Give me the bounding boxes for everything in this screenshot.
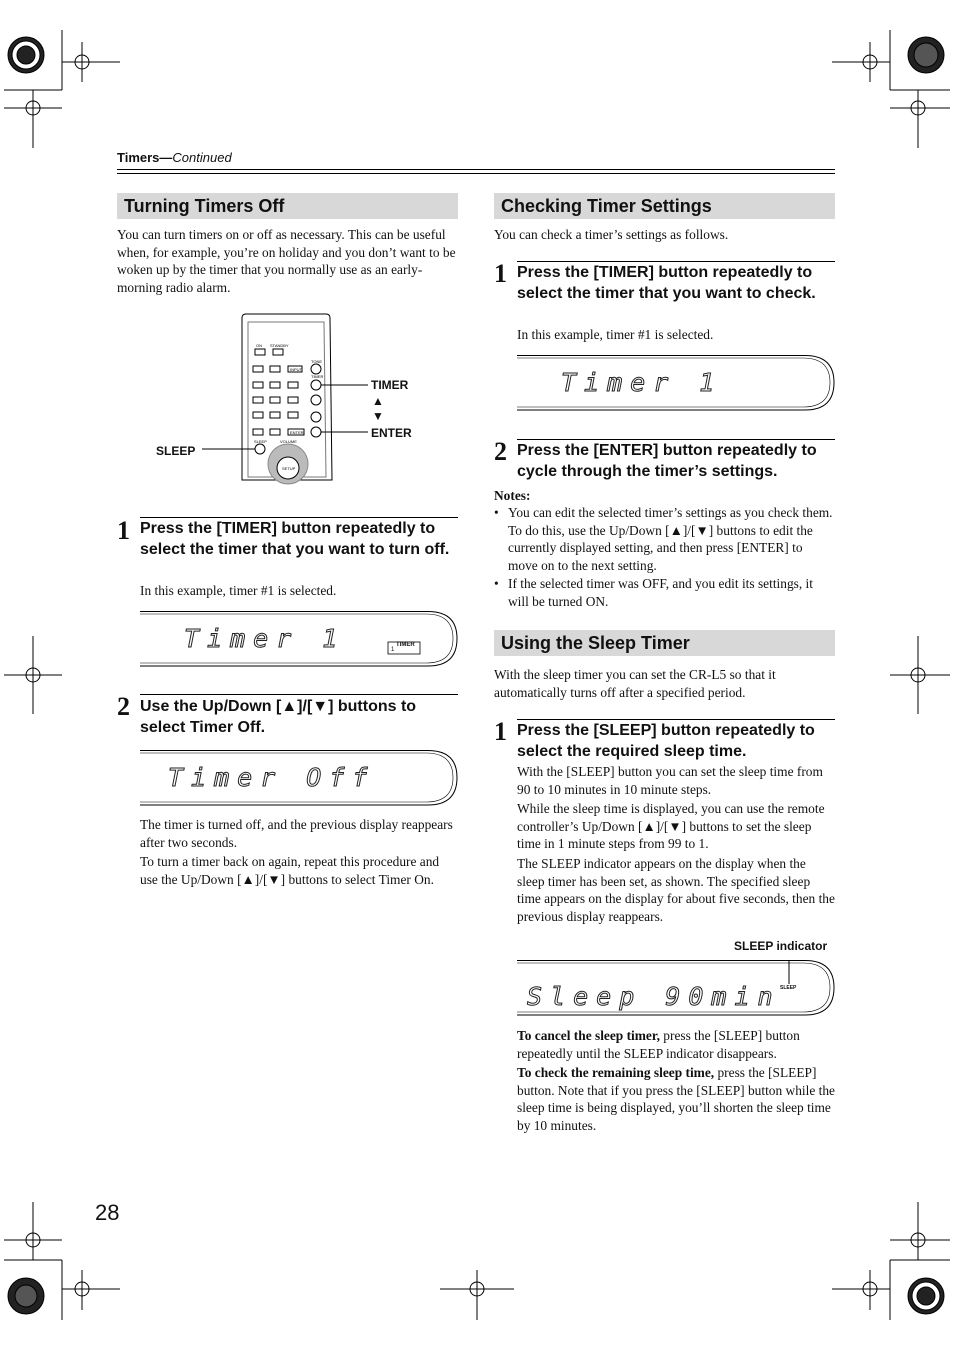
label-enter: ENTER — [371, 426, 412, 440]
lcd-display-timer-off — [140, 750, 458, 804]
after-paragraph-2: To turn a timer back on again, repeat this procedure and use the Up/Down [▲]/[▼] buttons to select Timer On. — [140, 854, 440, 887]
step1-note: In this example, timer #1 is selected. — [140, 583, 337, 598]
notes-title: Notes: — [494, 488, 531, 503]
sleep-indicator: SLEEP — [780, 985, 797, 991]
label-sleep: SLEEP — [156, 444, 196, 458]
check-bold: To check the remaining sleep time, — [517, 1065, 715, 1080]
running-head — [117, 150, 232, 165]
header-rule — [117, 169, 835, 170]
label-up: ▲ — [372, 394, 384, 408]
timer-indicator: TIMER — [396, 642, 415, 648]
remote-small-sleep: SLEEP — [254, 439, 267, 444]
lcd-text-timer-off: Timer Off — [168, 763, 376, 792]
running-head-section: Timers— — [117, 150, 173, 165]
lcd-text-sleep: Sleep 90min — [527, 982, 781, 1011]
remote-control-drawing — [150, 312, 450, 492]
remote-small-volume: VOLUME — [280, 439, 297, 444]
section-heading-checking-timer-settings: Checking Timer Settings — [494, 193, 835, 219]
label-timer: TIMER — [371, 378, 409, 392]
page-number: 28 — [95, 1200, 120, 1225]
sleep-paragraph-2: While the sleep time is displayed, you can use the remote controller’s Up/Down [▲]/[▼] buttons to set the sleep time in 1 minute steps from 99 to 1. — [517, 801, 825, 852]
remote-small-tone: TONE — [311, 359, 323, 364]
step1-rule — [140, 517, 458, 518]
check-step2-instruction: Press the [ENTER] button repeatedly to cycle through the timer’s settings. — [517, 442, 817, 480]
check-paragraph — [517, 1064, 835, 1134]
notes-list — [494, 504, 835, 612]
intro-paragraph: You can turn timers on or off as necessary. This can be useful when, for example, you’re on holiday and you don’t want to be woken up by the timer that you normally use as an early-morning radio alarm. — [117, 227, 456, 295]
cancel-paragraph — [517, 1027, 835, 1062]
sleep-paragraph-1: With the [SLEEP] button you can set the sleep time from 90 to 10 minutes in 10 minute steps. — [517, 764, 823, 797]
checking-intro: You can check a timer’s settings as follows. — [494, 227, 729, 242]
check-step1-note: In this example, timer #1 is selected. — [517, 327, 714, 342]
remote-small-enter: ENTER — [290, 430, 304, 435]
remote-small-setup: SETUP — [282, 466, 296, 471]
step2-number: 2 — [117, 692, 130, 721]
cancel-text: press the [SLEEP] button repeatedly until the SLEEP indicator disappears. — [517, 1028, 800, 1061]
check-step1-rule — [517, 261, 835, 262]
step1-instruction: Press the [TIMER] button repeatedly to select the timer that you want to turn off. — [140, 520, 450, 558]
lcd-display-sleep — [517, 960, 835, 1014]
after-paragraph-1: The timer is turned off, and the previous display reappears after two seconds. — [140, 817, 453, 850]
note-item: • You can edit the selected timer’s settings as you check them. To do this, use the Up/Down [▲]/[▼] buttons to edit the currently displayed setting, and then press [ENTER] to move on to the next setting. — [494, 504, 835, 574]
timer-indicator-number: 1 — [391, 647, 395, 653]
remote-small-on: ON — [256, 343, 262, 348]
sleep-step1-instruction: Press the [SLEEP] button repeatedly to select the required sleep time. — [517, 722, 815, 760]
sleep-intro: With the sleep timer you can set the CR-L5 so that it automatically turns off after a specified period. — [494, 667, 776, 700]
header-rule-2 — [117, 173, 835, 174]
lcd-display-check-timer1 — [517, 355, 835, 409]
note-item: • If the selected timer was OFF, and you edit its settings, it will be turned ON. — [494, 575, 835, 610]
section-heading-turning-timers-off: Turning Timers Off — [117, 193, 458, 219]
check-step1-instruction: Press the [TIMER] button repeatedly to select the timer that you want to check. — [517, 264, 816, 302]
sleep-step1-rule — [517, 719, 835, 720]
step1-number: 1 — [117, 516, 130, 545]
sleep-step1-number: 1 — [494, 717, 507, 746]
lcd-display-timer1 — [140, 611, 458, 665]
label-down: ▼ — [372, 409, 384, 423]
running-head-continued: Continued — [172, 150, 232, 165]
lcd-text-check-timer1: Timer 1 — [561, 368, 723, 397]
section-heading-sleep-timer: Using the Sleep Timer — [494, 630, 835, 656]
remote-illustration — [150, 312, 450, 492]
remote-small-timer: TIMER — [311, 374, 324, 379]
step2-rule — [140, 694, 458, 695]
check-text: press the [SLEEP] button. Note that if you press the [SLEEP] button while the sleep time is being displayed, you’ll shorten the sleep time by 10 minutes. — [517, 1065, 835, 1133]
remote-small-input: INPUT — [290, 367, 302, 372]
step2-instruction: Use the Up/Down [▲]/[▼] buttons to select Timer Off. — [140, 698, 417, 736]
remote-small-standby: STANDBY — [270, 343, 289, 348]
check-step1-number: 1 — [494, 259, 507, 288]
cancel-bold: To cancel the sleep timer, — [517, 1028, 660, 1043]
lcd-text-timer1: Timer 1 — [184, 624, 346, 653]
sleep-indicator-label: SLEEP indicator — [734, 939, 828, 953]
check-step2-number: 2 — [494, 437, 507, 466]
sleep-paragraph-3: The SLEEP indicator appears on the display when the sleep timer has been set, as shown. The specified sleep time appears on the display for about five seconds, then the previous display reappears. — [517, 856, 835, 924]
check-step2-rule — [517, 439, 835, 440]
